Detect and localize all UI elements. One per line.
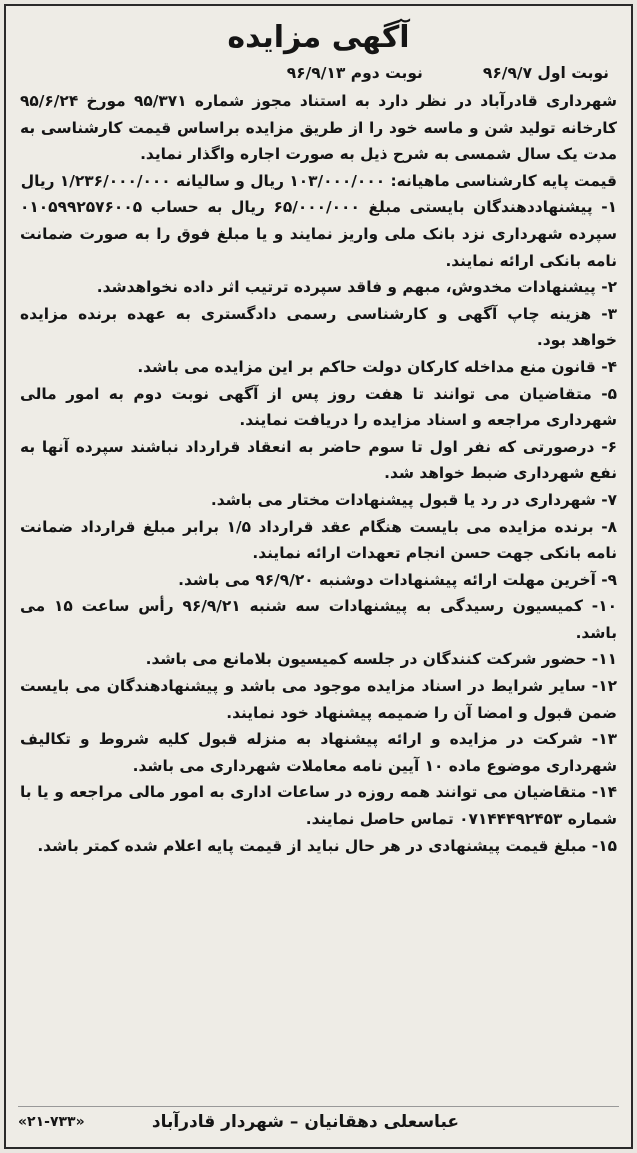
condition-item: ۱۵- مبلغ قیمت پیشنهادی در هر حال نباید از قیمت پایه اعلام شده کمتر باشد.: [37, 836, 617, 855]
condition-item: ۱۱- حضور شرکت کنندگان در جلسه کمیسیون بلامانع می باشد.: [145, 650, 617, 669]
condition-item: ۹- آخرین مهلت ارائه پیشنهادات دوشنبه ۹۶/۹/۲۰ می باشد.: [178, 570, 617, 589]
publication-dates: [6, 60, 631, 86]
notice-code: «۲۱-۷۳۳»: [18, 1114, 85, 1130]
condition-item: ۶- درصورتی که نفر اول تا سوم حاضر به انعقاد قرارداد نباشند سپرده آنها به نفع شهرداری ضبط خواهد شد.: [20, 437, 617, 483]
condition-item: ۱- پیشنهاددهندگان بایستی مبلغ ۶۵/۰۰۰/۰۰۰ ریال به حساب ۰۱۰۵۹۹۲۵۷۶۰۰۵ سپرده شهرداری نزد بانک ملی واریز نمایند و یا مبلغ فوق را به صورت ضمانت نامه بانکی ارائه نمایند.: [20, 198, 617, 270]
first-publication-date: نوبت اول ۹۶/۹/۷: [482, 64, 609, 82]
notice-title: آگهی مزایده: [227, 20, 410, 55]
condition-item: ۷- شهرداری در رد یا قبول پیشنهادات مختار می باشد.: [210, 490, 617, 509]
base-price-paragraph: قیمت پایه کارشناسی ماهیانه: ۱۰۳/۰۰۰/۰۰۰ ریال و سالیانه ۱/۲۳۶/۰۰۰/۰۰۰ ریال: [20, 171, 617, 190]
condition-item: ۳- هزینه چاپ آگهی و کارشناسی رسمی دادگستری به عهده برنده مزایده خواهد بود.: [20, 304, 617, 350]
condition-item: ۱۳- شرکت در مزایده و ارائه پیشنهاد به منزله قبول کلیه شروط و تکالیف شهرداری موضوع ماده ۱۰ آیین نامه معاملات شهرداری می باشد.: [20, 730, 617, 775]
condition-item: ۸- برنده مزایده می بایست هنگام عقد قرارداد ۱/۵ برابر مبلغ قرارداد ضمانت نامه بانکی جهت حسن انجام تعهدات ارائه نمایند.: [20, 517, 617, 563]
second-publication-date: نوبت دوم ۹۶/۹/۱۳: [286, 64, 423, 82]
condition-item: ۱۴- متقاضیان می توانند همه روزه در ساعات اداری به امور مالی مراجعه و یا با شماره ۰۷۱۴۴۴۹۲۴۵۳ تماس حاصل نمایند.: [20, 783, 617, 829]
condition-item: ۴- قانون منع مداخله کارکان دولت حاکم بر این مزایده می باشد.: [137, 357, 617, 376]
intro-paragraph: شهرداری قادرآباد در نظر دارد به استناد مجوز شماره ۹۵/۳۷۱ مورخ ۹۵/۶/۲۴ کارخانه تولید شن و ماسه خود را از طریق مزایده براساس قیمت کارشناسی به مدت یک سال شمسی به شرح ذیل به صورت اجاره واگذار نماید.: [20, 92, 617, 164]
condition-item: ۱۰- کمیسیون رسیدگی به پیشنهادات سه شنبه ۹۶/۹/۲۱ رأس ساعت ۱۵ می باشد.: [20, 597, 617, 642]
auction-notice: [4, 4, 633, 1149]
condition-item: ۲- پیشنهادات مخدوش، مبهم و فاقد سپرده ترتیب اثر داده نخواهدشد.: [96, 278, 617, 297]
notice-footer: [18, 1106, 619, 1137]
condition-item: ۵- متقاضیان می توانند تا هفت روز پس از آگهی نوبت دوم به امور مالی شهرداری مراجعه و اسناد مزایده را دریافت نمایند.: [20, 384, 617, 430]
condition-item: ۱۲- سایر شرایط در اسناد مزایده موجود می باشد و پیشنهادهندگان می بایست ضمن قبول و امضا آن را ضمیمه پیشنهاد خود نمایند.: [20, 677, 617, 722]
notice-body: [6, 86, 631, 859]
signature: عباسعلی دهقانیان – شهردار قادرآباد: [151, 1112, 459, 1132]
